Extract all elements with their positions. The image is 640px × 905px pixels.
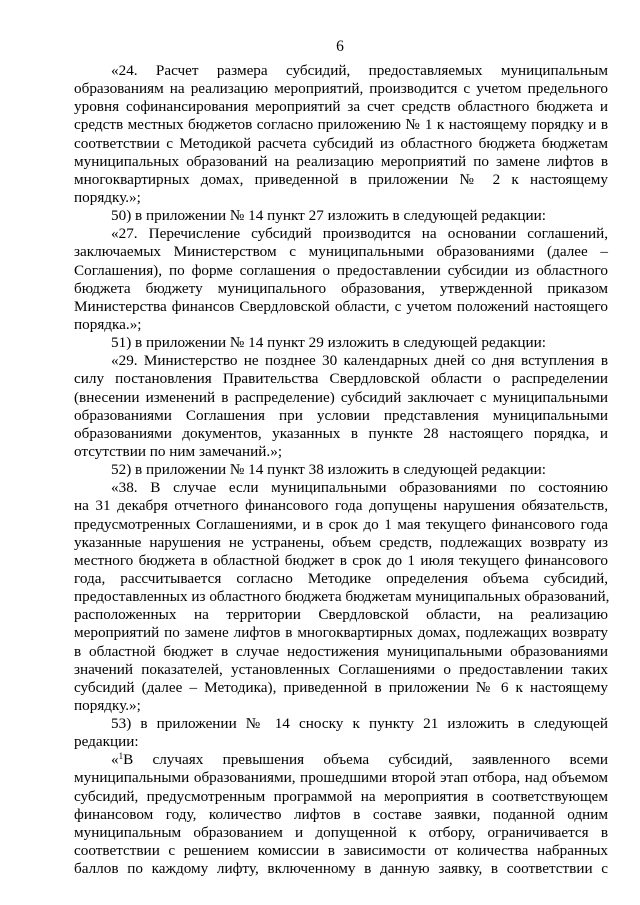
text-line <box>74 389 608 407</box>
line-text: отсутствии по ним замечаний.»; <box>74 442 283 460</box>
line-text: на 31 декабря отчетного финансового года допущены нарушения обязательств, <box>74 497 608 515</box>
quote-mark: « <box>111 751 119 769</box>
text-line <box>74 352 608 370</box>
text-line <box>74 135 608 153</box>
line-text: 52) в приложении № 14 пункт 38 изложить в следующей редакции: <box>111 461 546 479</box>
line-text: мероприятий по замене лифтов в многоквартирных домах, подлежащих возврату <box>74 624 608 642</box>
line-text: редакции: <box>74 733 139 751</box>
line-text: финансовом году, количество лифтов в составе заявки, поданной одним <box>74 805 608 823</box>
text-line <box>74 316 608 334</box>
line-text: «29. Министерство не позднее 30 календарных дней со дня вступления в <box>111 352 608 370</box>
text-line <box>74 171 608 189</box>
text-line <box>74 207 608 225</box>
line-text: года, рассчитывается согласно Методике определения объема субсидий, <box>74 569 608 587</box>
line-text: В случаях превышения объема субсидий, заявленного всеми <box>123 751 608 769</box>
text-line <box>74 407 608 425</box>
line-text: 50) в приложении № 14 пункт 27 изложить в следующей редакции: <box>111 207 546 225</box>
line-text: субсидий (далее – Методика), приведенной в приложении № 6 к настоящему <box>74 678 608 696</box>
line-text: образованиям на реализацию мероприятий, производится с учетом предельного <box>74 80 608 98</box>
text-line <box>74 243 608 261</box>
text-line <box>74 733 608 751</box>
text-line <box>74 769 608 787</box>
text-line <box>74 262 608 280</box>
line-text: муниципальных образований на реализацию мероприятий по замене лифтов в <box>74 152 608 170</box>
text-line <box>74 588 608 606</box>
document-body <box>74 62 608 878</box>
text-line <box>74 497 608 515</box>
text-line <box>74 479 608 497</box>
line-text: значений показателей, установленных Соглашениями о предоставлении таких <box>74 660 608 678</box>
line-text: образованиями Соглашения при условии представления муниципальными <box>74 406 608 424</box>
text-line <box>74 570 608 588</box>
line-text: уровня софинансирования мероприятий за счет средств областного бюджета и <box>74 98 608 116</box>
text-line <box>74 697 608 715</box>
text-line <box>74 788 608 806</box>
line-text: Соглашения), по форме соглашения о предоставлении субсидии из областного <box>74 261 608 279</box>
line-text: указанные нарушения не устранены, объем средств, подлежащих возврату из <box>74 533 608 551</box>
text-line <box>74 280 608 298</box>
text-line <box>74 80 608 98</box>
text-line <box>74 425 608 443</box>
line-text: муниципальными образованиями, прошедшими второй этап отбора, над объемом <box>74 769 608 787</box>
line-text: порядку.»; <box>74 188 141 206</box>
text-line <box>74 824 608 842</box>
line-text: порядка.»; <box>74 315 142 333</box>
text-line <box>74 679 608 697</box>
text-line <box>74 62 608 80</box>
line-text: 51) в приложении № 14 пункт 29 изложить в следующей редакции: <box>111 334 546 352</box>
text-line <box>74 534 608 552</box>
line-text: местного бюджета в областной бюджет в срок до 1 июля текущего финансового <box>74 551 608 569</box>
text-line <box>74 806 608 824</box>
line-text: 53) в приложении № 14 сноску к пункту 21 изложить в следующей <box>111 715 608 733</box>
line-text: расположенных на территории Свердловской области, на реализацию <box>74 606 608 624</box>
text-line <box>74 461 608 479</box>
text-line <box>74 443 608 461</box>
text-line <box>74 153 608 171</box>
line-text: заключаемых Министерством с муниципальными образованиями (далее – <box>74 243 608 261</box>
line-text: соответствии с решением комиссии в зависимости от количества набранных <box>74 842 608 860</box>
text-line <box>74 370 608 388</box>
line-text: предоставленных из областного бюджета бюджетам муниципальных образований, <box>74 588 610 606</box>
text-line <box>74 842 608 860</box>
line-text: баллов по каждому лифту, включенному в данную заявку, в соответствии с <box>74 860 608 878</box>
text-line <box>74 715 608 733</box>
text-line <box>74 606 608 624</box>
line-text: соответствии с Методикой расчета субсидий из областного бюджета бюджетам <box>74 134 608 152</box>
line-text: муниципальным образованием и допущенной к отбору, ограничивается в <box>74 823 608 841</box>
line-text: «24. Расчет размера субсидий, предоставляемых муниципальным <box>111 62 608 79</box>
text-line <box>74 298 608 316</box>
line-text: «38. В случае если муниципальными образованиями по состоянию <box>111 479 608 497</box>
text-line <box>74 334 608 352</box>
line-text: предусмотренных Соглашениями, и в срок до 1 мая текущего финансового года <box>74 515 608 533</box>
line-text: «27. Перечисление субсидий производится на основании соглашений, <box>111 225 608 243</box>
text-line <box>74 860 608 878</box>
line-text: силу постановления Правительства Свердловской области о распределении <box>74 370 608 388</box>
text-line <box>74 552 608 570</box>
text-line <box>74 751 608 769</box>
text-line <box>74 98 608 116</box>
text-line <box>74 516 608 534</box>
text-line <box>74 225 608 243</box>
line-text: в областной бюджет в случае недостижения муниципальными образованиями <box>74 642 608 660</box>
text-line <box>74 189 608 207</box>
text-line <box>74 624 608 642</box>
line-text: Министерства финансов Свердловской области, с учетом положений настоящего <box>74 297 608 315</box>
line-text: средств местных бюджетов согласно приложению № 1 к настоящему порядку и в <box>74 116 608 134</box>
line-text: образованиями документов, указанных в пункте 28 настоящего порядка, и <box>74 424 608 442</box>
line-text: многоквартирных домах, приведенной в приложении № 2 к настоящему <box>74 170 608 188</box>
line-text: порядку.»; <box>74 696 141 714</box>
footnote-marker: 1 <box>118 751 124 762</box>
line-text: (внесении изменений в распределение) субсидий заключает с муниципальными <box>74 388 608 406</box>
page-number: 6 <box>336 38 344 55</box>
line-text: субсидий, предусмотренным программой на мероприятия в соответствующем <box>74 787 608 805</box>
text-line <box>74 116 608 134</box>
text-line <box>74 643 608 661</box>
text-line <box>74 661 608 679</box>
line-text: бюджета бюджету муниципального образования, утвержденной приказом <box>74 279 608 297</box>
